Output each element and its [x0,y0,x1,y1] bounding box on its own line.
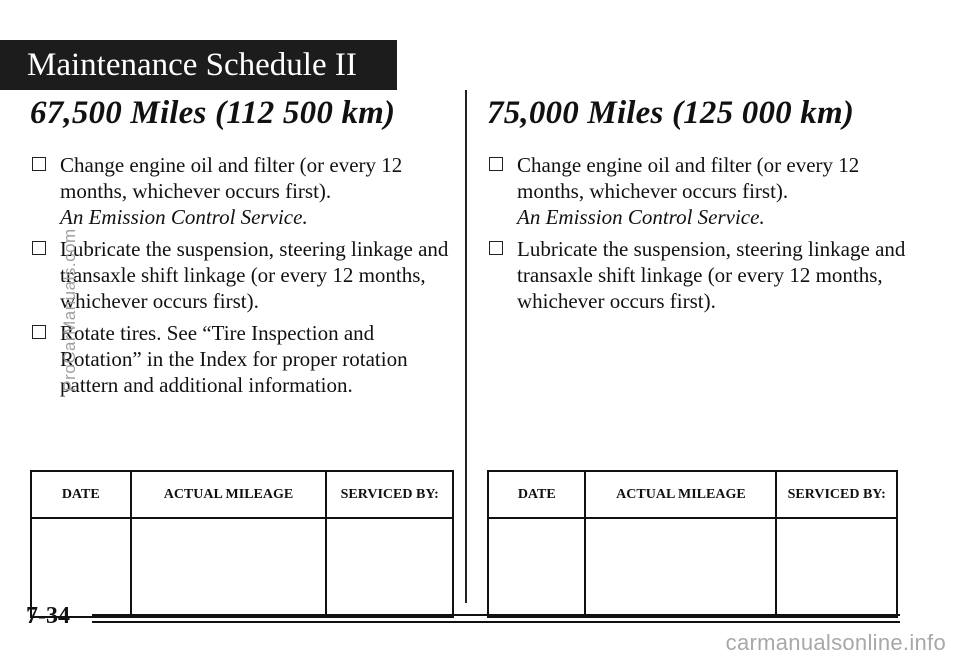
corner-watermark: carmanualsonline.info [725,630,946,655]
right-heading: 75,000 Miles (125 000 km) [487,95,855,131]
column-header-serviced-by: SERVICED BY: [776,471,897,518]
column-header-mileage: ACTUAL MILEAGE [131,471,327,518]
service-log-table-left [30,470,454,618]
serviced-by-cell[interactable] [326,518,453,617]
column-header-date: DATE [488,471,585,518]
section-banner-title: Maintenance Schedule II [27,47,357,83]
checkbox-icon[interactable] [489,241,503,255]
table-header-row [488,471,897,518]
checkbox-icon[interactable] [32,325,46,339]
checklist-item [487,236,917,314]
checklist-item [30,236,450,314]
column-header-date: DATE [31,471,131,518]
right-column [487,95,917,320]
table-row [488,518,897,617]
table-row [31,518,453,617]
column-header-serviced-by: SERVICED BY: [326,471,453,518]
serviced-by-cell[interactable] [776,518,897,617]
checkbox-icon[interactable] [32,157,46,171]
checklist-item-text: Rotate tires. See “Tire Inspection and Rotation” in the Index for proper rotation pattern and additional information. [60,321,408,397]
section-banner [0,40,397,90]
column-header-mileage: ACTUAL MILEAGE [585,471,776,518]
table-header-row [31,471,453,518]
left-column [30,95,450,404]
footer-rule [92,621,900,623]
checklist-item [487,152,917,230]
footer-rule [92,614,900,616]
checklist-item-text: Lubricate the suspension, steering linkage and transaxle shift linkage (or every 12 months, whichever occurs first). [517,237,906,313]
service-log-table-right [487,470,898,618]
checklist-item [30,152,450,230]
checkbox-icon[interactable] [32,241,46,255]
checklist-item [30,320,450,398]
mileage-cell[interactable] [585,518,776,617]
checklist-item-text: Change engine oil and filter (or every 12 months, whichever occurs first). [60,153,403,203]
checklist-item-note: An Emission Control Service. [517,205,765,229]
date-cell[interactable] [488,518,585,617]
checkbox-icon[interactable] [489,157,503,171]
mileage-cell[interactable] [131,518,327,617]
checklist-item-text: Lubricate the suspension, steering linkage and transaxle shift linkage (or every 12 months, whichever occurs first). [60,237,449,313]
side-watermark: ProCarManuals.com [60,228,79,392]
column-divider [465,90,467,603]
left-heading: 67,500 Miles (112 500 km) [30,95,396,131]
page-number: 7-34 [26,603,70,629]
checklist-item-note: An Emission Control Service. [60,205,308,229]
checklist-item-text: Change engine oil and filter (or every 12 months, whichever occurs first). [517,153,860,203]
